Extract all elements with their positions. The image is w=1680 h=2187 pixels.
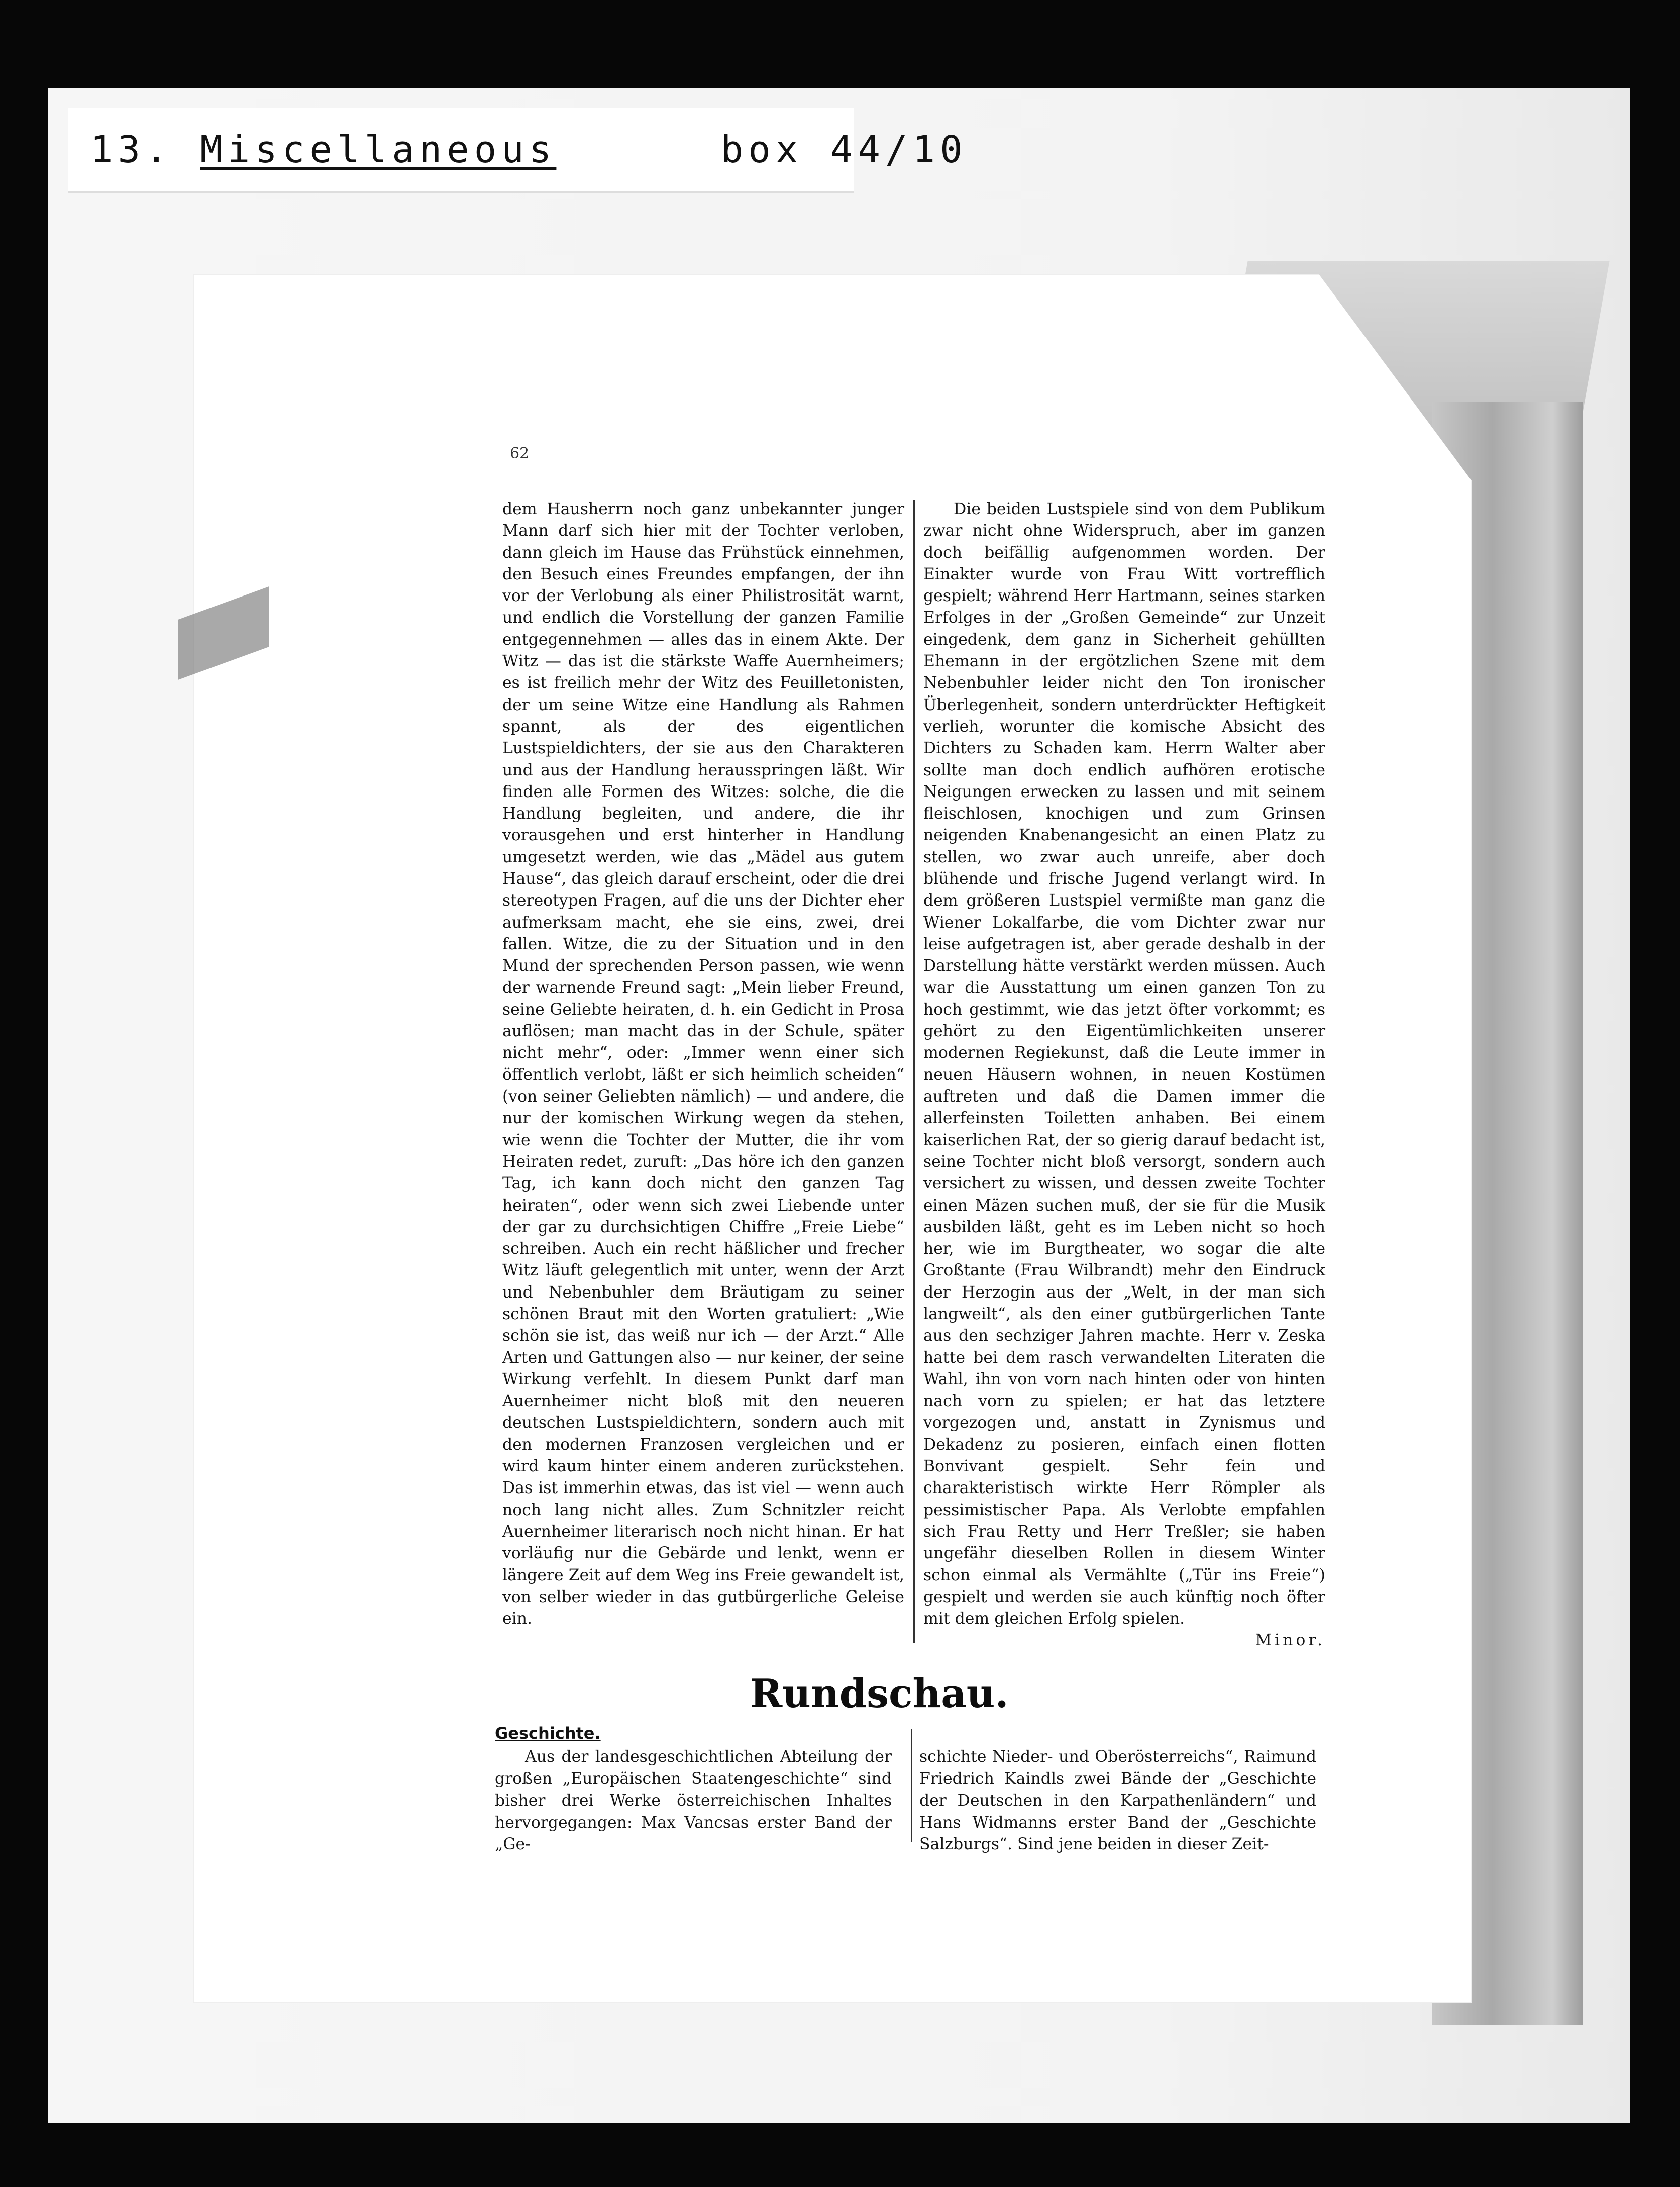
article-column-right — [923, 499, 1325, 1652]
label-box: box 44/10 — [720, 128, 968, 171]
rundschau-left-text: Aus der landesgeschichtlichen Abteilung der großen „Europäischen Staatengeschichte“ sind bisher drei Werke österreichischen Inhaltes hervorgegangen: Max Vancsas erster Band der „Ge- — [495, 1748, 892, 1853]
column-divider — [913, 500, 915, 1643]
rundschau-column-right — [919, 1746, 1316, 1856]
section-heading: Geschichte. — [495, 1724, 601, 1743]
author-signature: Minor. — [1255, 1631, 1325, 1650]
article-left-text: dem Hausherrn noch ganz unbekannter junger Mann darf sich hier mit der Tochter verloben, dann gleich im Hause das Frühstück einnehmen, den Besuch eines Freundes empfangen, der ihn vor der Verlobung als einer Philistrosität warnt, und endlich die Vorstellung der ganzen Familie entgegennehmen — alles das in einem Akte. Der Witz — das ist die stärkste Waffe Auernheimers; es ist freilich mehr der Witz des Feuilletonisten, der um seine Witze eine Handlung als Rahmen spannt, als der des eigentlichen Lustspieldichters, der sie aus den Charakteren und aus der Handlung herausspringen läßt. Wir finden alle Formen des Witzes: solche, die die Handlung begleiten, und andere, die ihr vorausgehen und erst hinterher in Handlung umgesetzt werden, wie das „Mädel aus gutem Hause“, das gleich darauf erscheint, oder die drei stereotypen Fragen, auf die uns der Dichter eher aufmerksam macht, ehe sie eins, zwei, drei fallen. Witze, die zu der Situation und in den Mund der sprechenden Person passen, wie wenn der warnende Freund sagt: „Mein lieber Freund, seine Geliebte heiraten, d. h. ein Gedicht in Prosa auflösen; man macht das in der Schule, später nicht mehr“, oder: „Immer wenn einer sich öffentlich verlobt, läßt er sich heimlich scheiden“ (von seiner Geliebten nämlich) — und andere, die nur der komischen Wirkung wegen da stehen, wie wenn die Tochter der Mutter, die ihr vom Heiraten redet, zuruft: „Das höre ich den ganzen Tag, ich kann doch nicht den ganzen Tag heiraten“, oder wenn sich zwei Liebende unter der gar zu durchsichtigen Chiffre „Freie Liebe“ schreiben. Auch ein recht häßlicher und frecher Witz läuft gelegentlich mit unter, wenn der Arzt und Nebenbuhler dem Bräutigam zu seiner schönen Braut mit den Worten gratuliert: „Wie schön sie ist, das weiß nur ich — der Arzt.“ Alle Arten und Gattungen also — nur keiner, der seine Wirkung verfehlt. In diesem Punkt darf man Auernheimer nicht bloß mit den neueren deutschen Lustspieldichtern, sondern auch mit den modernen Franzosen vergleichen und er wird kaum hinter einem anderen zurückstehen. Das ist immerhin etwas, das ist viel — wenn auch noch lang nicht alles. Zum Schnitzler reicht Auernheimer literarisch noch nicht hinan. Er hat vorläufig nur die Gebärde und lenkt, wenn er längere Zeit auf dem Weg ins Freie gewandelt ist, von selber wieder in das gutbürgerliche Geleise ein. — [502, 500, 904, 1628]
rundschau-column-left — [495, 1746, 892, 1856]
label-number: 13. — [90, 128, 173, 171]
archive-label — [68, 108, 968, 193]
article-right-text: Die beiden Lustspiele sind von dem Publikum zwar nicht ohne Widerspruch, aber im ganzen doch beifällig aufgenommen worden. Der Einakter wurde von Frau Witt vortrefflich gespielt; während Herr Hartmann, seines starken Erfolges in der „Großen Gemeinde“ zur Unzeit eingedenk, dem ganz in Sicherheit gehüllten Ehemann in der ergötzlichen Szene mit dem Nebenbuhler leider nicht den Ton ironischer Überlegenheit, sondern unterdrückter Heftigkeit verlieh, worunter die komische Absicht des Dichters zu Schaden kam. Herrn Walter aber sollte man doch endlich aufhören erotische Neigungen erwecken zu lassen und mit seinem fleischlosen, knochigen und zum Grinsen neigenden Knabenangesicht an einen Platz zu stellen, wo zwar auch unreife, aber doch blühende und frische Jugend verlangt wird. In dem größeren Lustspiel vermißte man ganz die Wiener Lokalfarbe, die vom Dichter zwar nur leise aufgetragen ist, aber gerade deshalb in der Darstellung hätte verstärkt werden müssen. Auch war die Ausstattung um einen ganzen Ton zu hoch gestimmt, wie das jetzt öfter vorkommt; es gehört zu den Eigentümlichkeiten unserer modernen Regiekunst, daß die Leute immer in neuen Häusern wohnen, in neuen Kostümen auftreten und daß die Damen immer die allerfeinsten Toiletten anhaben. Bei einem kaiserlichen Rat, der so gierig darauf bedacht ist, seine Tochter nicht bloß versorgt, sondern auch versichert zu wissen, und dessen zweite Tochter einen Mäzen suchen muß, der sie für die Musik ausbilden läßt, geht es im Leben nicht so hoch her, wie im Burgtheater, wo sogar die alte Großtante (Frau Wilbrandt) mehr den Eindruck der Herzogin aus der „Welt, in der man sich langweilt“, als den einer gutbürgerlichen Tante aus den sechziger Jahren machte. Herr v. Zeska hatte bei dem rasch verwandelten Literaten die Wahl, ihn von vorn nach hinten oder von hinten nach vorn zu spielen; er hat das letztere vorgezogen und, anstatt in Zynismus und Dekadenz zu posieren, einfach einen flotten Bonvivant gespielt. Sehr fein und charakteristisch wirkte Herr Römpler als pessimistischer Papa. Als Verlobte empfahlen sich Frau Retty und Herr Treßler; sie haben ungefähr dieselben Rollen in diesem Winter schon einmal als Vermählte („Tür ins Freie“) gespielt und werden sie auch künftig noch öfter mit dem gleichen Erfolg spielen. — [923, 500, 1325, 1628]
archive-label-text — [90, 128, 968, 171]
label-category: Miscellaneous — [200, 128, 557, 171]
section-title: Rundschau. — [750, 1671, 1009, 1717]
article-column-left — [502, 499, 904, 1630]
page-number: 62 — [510, 445, 530, 462]
rundschau-right-text: schichte Nieder- und Oberösterreichs“, Raimund Friedrich Kaindls zwei Bände der „Geschichte der Deutschen in den Karpathenländern“ und Hans Widmanns erster Band der „Geschichte Salzburgs“. Sind jene beiden in dieser Zeit- — [919, 1748, 1316, 1853]
rundschau-column-divider — [911, 1729, 912, 1842]
